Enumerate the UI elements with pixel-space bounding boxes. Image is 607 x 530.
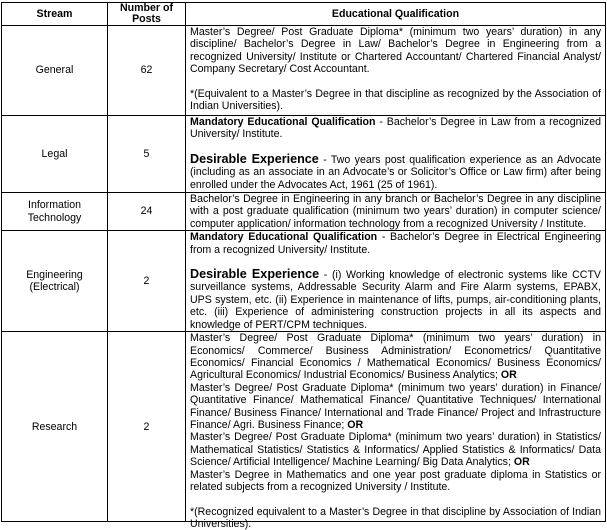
posts-cell: 5 [108, 116, 186, 193]
qualification-cell [186, 193, 606, 231]
table-row [2, 26, 606, 116]
research-option-finance [190, 382, 601, 432]
or-label: OR [501, 369, 517, 381]
header-row [2, 3, 606, 26]
qualification-cell [186, 26, 606, 116]
research-option-mathematics: Master’s Degree in Mathematics and one year post graduate diploma in Statistics or related subjects from a recognized University / Institute. [190, 469, 601, 494]
table-row [2, 231, 606, 332]
mandatory-qualification [190, 231, 601, 256]
research-economics-text: Master’s Degree/ Post Graduate Diploma* (minimum two years’ duration) in Economics/ Commerce/ Business Administration/ Econometrics/ Quantitative Economics/ Financial Economics / Mathematical Economics/ Business Economics/ Agricultural Economics/ Industrial Economics/ Business Analytics; [190, 332, 601, 381]
mandatory-qualification [190, 116, 601, 141]
desirable-label: Desirable Experience [190, 152, 319, 166]
desirable-text: - Two years post qualification experience as an Advocate (including as an associate in an Advocate’s or Solicitor’s Office or Law firm) after being enrolled under the Advocates Act, 1961 (25 of 1961). [190, 154, 601, 191]
stream-cell: Research [2, 332, 108, 522]
research-finance-text: Master’s Degree/ Post Graduate Diploma* (minimum two years’ duration) in Finance/ Quantitative Finance/ Mathematical Finance/ Quantitative Techniques/ International Finance/ Business Finance/ International and Trade Finance/ Project and Infrastructure Finance/ Agri. Business Finance; [190, 382, 601, 431]
mandatory-label: Mandatory Educational Qualification [190, 231, 377, 243]
mandatory-text: - Bachelor’s Degree in Electrical Engineering from a recognized University/ Institute. [190, 231, 601, 255]
header-posts: Number of Posts [108, 3, 186, 26]
posts-cell: 62 [108, 26, 186, 116]
mandatory-label: Mandatory Educational Qualification [190, 116, 376, 128]
qualification-text: Master’s Degree/ Post Graduate Diploma* (minimum two years’ duration) in any discipline/ Bachelor’s Degree in Law/ Bachelor’s Degree in Engineering from a recognized University/ Institute or Chartered Accountant/ Chartered Financial Analyst/ Company Secretary/ Cost Accountant. [190, 26, 601, 76]
desirable-experience [190, 153, 601, 191]
desirable-text: - (i) Working knowledge of electronic systems like CCTV surveillance systems, Addressable Security Alarm and Fire Alarm systems, EPABX, UPS system, etc. (ii) Experience in maintenance of lifts, pumps, air-conditioning plants, etc. (iii) Experience of administering construction projects in all its aspects and knowledge of PERT/CPM techniques. [190, 269, 601, 331]
table-row [2, 332, 606, 522]
or-label: OR [347, 419, 363, 431]
header-qualification: Educational Qualification [186, 3, 606, 26]
research-option-statistics [190, 431, 601, 468]
stream-cell: General [2, 26, 108, 116]
mandatory-text: - Bachelor’s Degree in Law from a recognized University/ Institute. [190, 116, 601, 140]
posts-cell: 2 [108, 231, 186, 332]
desirable-experience [190, 268, 601, 331]
posts-cell: 2 [108, 332, 186, 522]
qualification-text: Bachelor’s Degree in Engineering in any branch or Bachelor’s Degree in any discipline with a post graduate qualification (minimum two years’ duration) in computer science/ computer application/ information technology from a recognized University / Institute. [190, 193, 601, 230]
or-label: OR [514, 456, 530, 468]
qualification-cell [186, 116, 606, 193]
table-row [2, 116, 606, 193]
posts-cell: 24 [108, 193, 186, 231]
stream-cell: Engineering (Electrical) [2, 231, 108, 332]
header-stream: Stream [2, 3, 108, 26]
research-option-economics [190, 332, 601, 382]
desirable-label: Desirable Experience [190, 267, 319, 281]
research-statistics-text: Master’s Degree/ Post Graduate Diploma* (minimum two years’ duration) in Statistics/ Mathematical Statistics/ Statistics & Informatics/ Applied Statistics & Informatics/ Data Science/ Artificial Intelligence/ Machine Learning/ Big Data Analytics; [190, 431, 601, 468]
research-text-clip [190, 332, 601, 521]
stream-cell: Information Technology [2, 193, 108, 231]
footnote-text: *(Equivalent to a Master’s Degree in that discipline as recognized by the Association of Indian Universities). [190, 88, 601, 113]
stream-cell: Legal [2, 116, 108, 193]
qualification-table [1, 2, 606, 522]
table-row [2, 193, 606, 231]
qualification-cell [186, 231, 606, 332]
footnote-text: *(Recognized equivalent to a Master’s Degree in that discipline by Association of Indian Universities). [190, 506, 601, 530]
qualification-cell [186, 332, 606, 522]
